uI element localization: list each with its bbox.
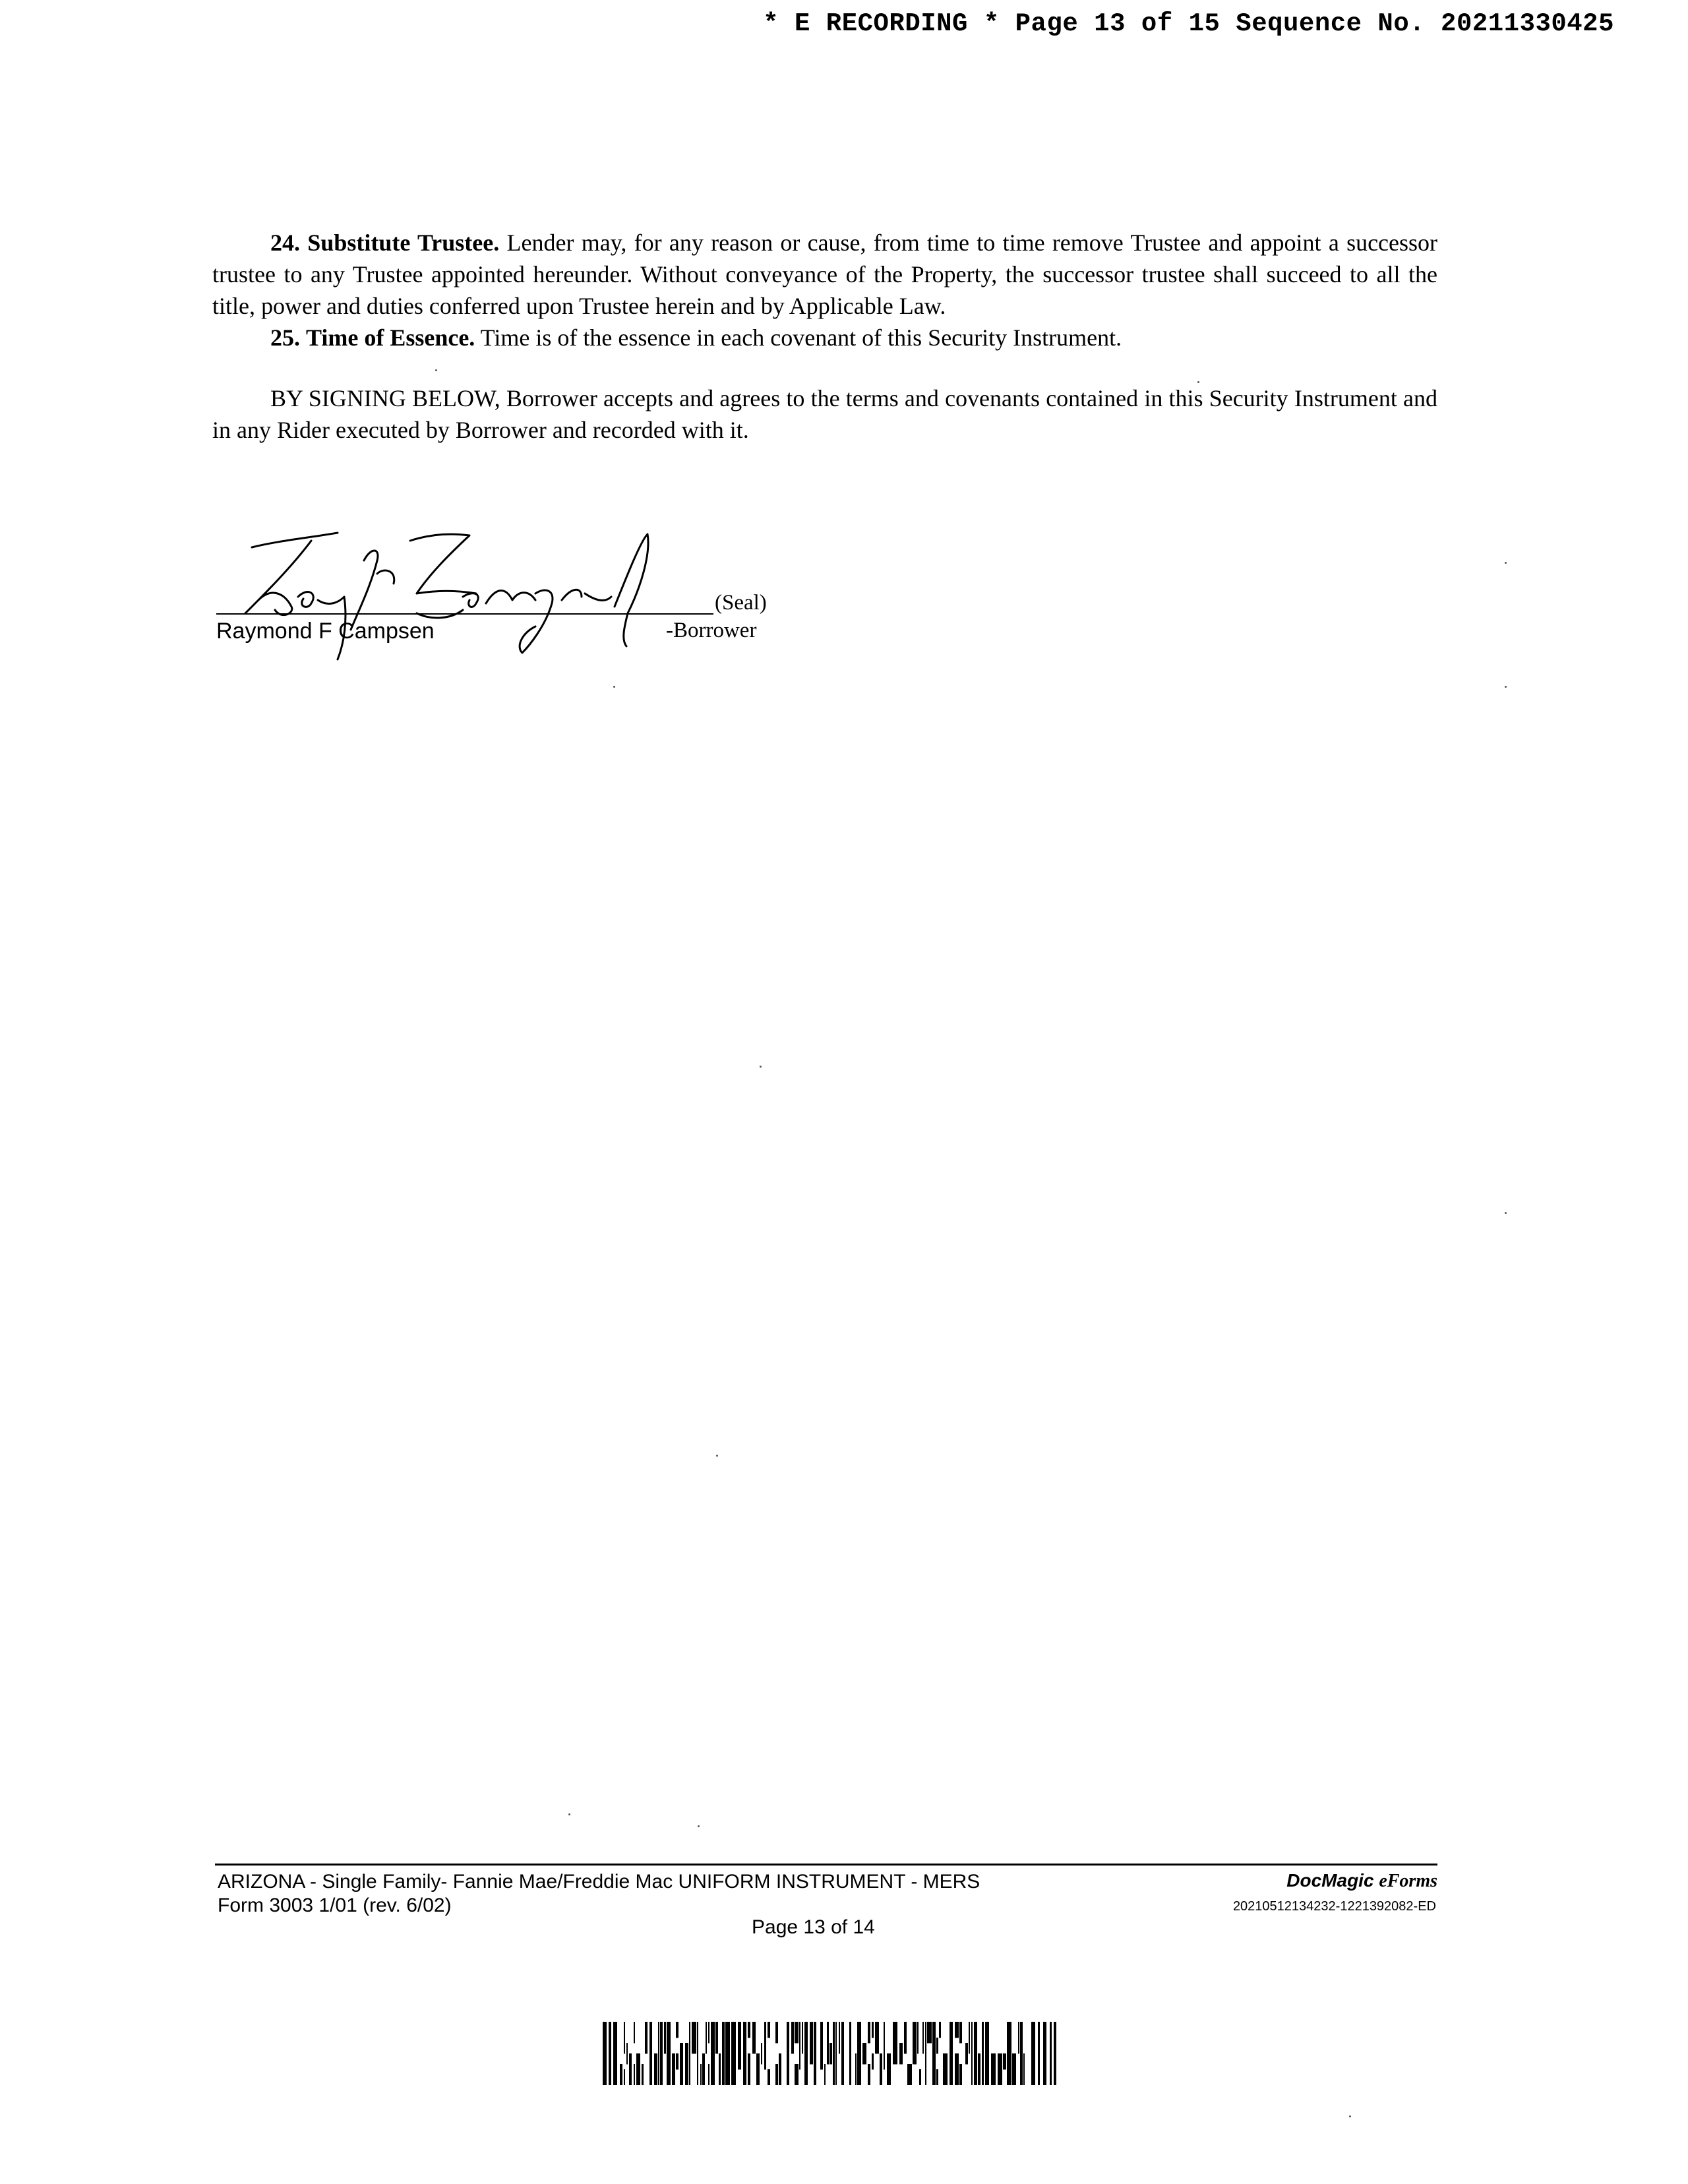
scan-speck: [1197, 381, 1199, 383]
scan-speck: [1349, 2115, 1351, 2117]
scan-speck: [435, 369, 437, 371]
signer-role: -Borrower: [666, 619, 757, 642]
scan-speck: [1505, 686, 1507, 688]
scan-speck: [1505, 562, 1507, 564]
signing-statement: [212, 382, 1437, 446]
scan-speck: [1505, 1212, 1507, 1214]
section-25-text: Time is of the essence in each covenant of this Security Instrument.: [480, 324, 1122, 351]
section-24-text: Lender may, for any reason or cause, from time to time remove Trustee and appoint a successor trustee to any Trustee appointed hereunder. Without conveyance of the Property, the successor trustee shall succeed to all the title, power and duties conferred upon Trustee herein and by Applicable Law.: [212, 229, 1438, 319]
brand-docmagic: DocMagic: [1286, 1870, 1374, 1891]
scan-speck: [568, 1813, 570, 1815]
scan-speck: [716, 1455, 718, 1457]
section-25: [212, 322, 1437, 353]
barcode-icon: [603, 2022, 1058, 2085]
section-24-title: Substitute Trustee.: [307, 229, 500, 256]
footer-form-info: [218, 1870, 980, 1918]
section-25-title: Time of Essence.: [306, 324, 475, 351]
footer-rule: [215, 1864, 1437, 1866]
scan-speck: [760, 1066, 762, 1068]
footer-line-2: Form 3003 1/01 (rev. 6/02): [218, 1895, 452, 1916]
section-25-number: 25.: [270, 324, 300, 351]
brand-eforms: eForms: [1379, 1871, 1437, 1891]
footer-brand: [1286, 1870, 1437, 1892]
section-24: [212, 227, 1437, 322]
signer-name: Raymond F Campsen: [216, 619, 435, 644]
section-24-number: 24.: [270, 229, 300, 256]
footer-document-code: 20210512134232-1221392082-ED: [1232, 1899, 1436, 1914]
signing-text: BY SIGNING BELOW, Borrower accepts and agrees to the terms and covenants contained in this Security Instrument and in any Rider executed by Borrower and recorded with it.: [212, 385, 1437, 443]
seal-label: (Seal): [715, 591, 767, 615]
footer-page-number: Page 13 of 14: [752, 1916, 875, 1938]
handwritten-signature: [212, 521, 806, 692]
footer-line-1: ARIZONA - Single Family- Fannie Mae/Freddie Mac UNIFORM INSTRUMENT - MERS: [218, 1871, 980, 1893]
recording-header: * E RECORDING * Page 13 of 15 Sequence No. 20211330425: [763, 9, 1614, 38]
signature-block: [212, 521, 806, 692]
scan-speck: [698, 1825, 700, 1827]
scan-speck: [613, 686, 615, 688]
